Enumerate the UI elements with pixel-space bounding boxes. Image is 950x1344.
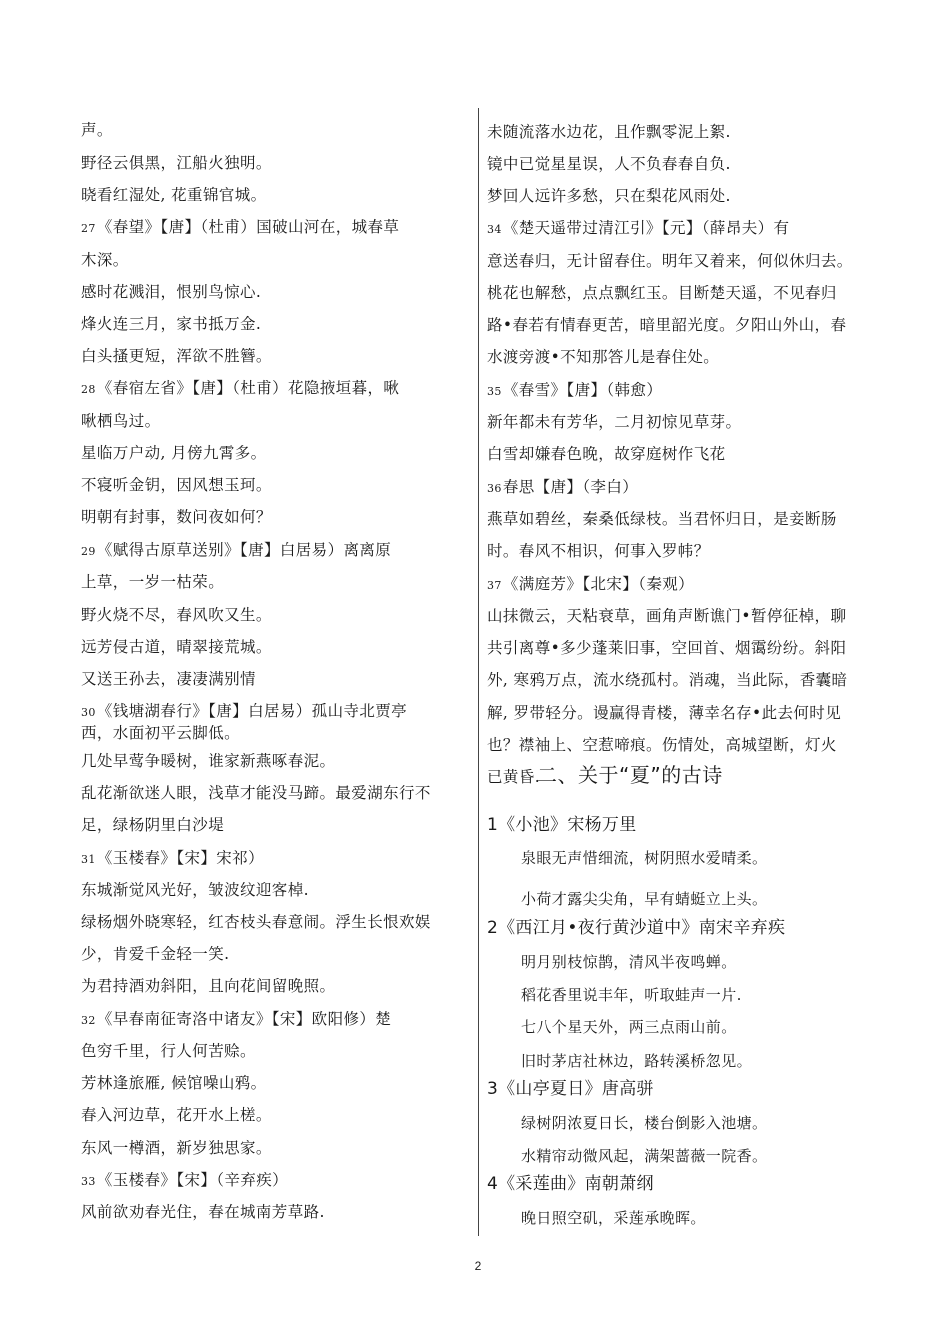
poem-heading: [81, 848, 264, 870]
poem-heading: [81, 378, 399, 400]
poem-text: 绿杨烟外晓寒轻，红杏枝头春意闹。浮生长恨欢娱: [81, 913, 431, 931]
poem-text: 野径云俱黑，江船火独明。: [81, 154, 272, 172]
poem-line: [81, 346, 272, 366]
poem-text: 《满庭芳》【北宋】（秦观）: [502, 575, 695, 593]
poem-number: 27: [81, 222, 96, 235]
poem-heading: [81, 540, 391, 562]
poem-line: [81, 572, 224, 592]
poem-text: 春入河边草，花开水上槎。: [81, 1106, 272, 1124]
poem-line: [487, 186, 731, 206]
poem-heading: [487, 380, 662, 402]
poem-line: [81, 185, 267, 205]
poem-text: 也？襟袖上、空惹啼痕。伤情处，高城望断，灯火: [487, 736, 837, 754]
poem-text: 镜中已觉星星误，人不负春春自负.: [487, 155, 731, 173]
summer-poem-line: 旧时茅店社林边，路转溪桥忽见。: [521, 1052, 753, 1070]
poem-text: 桃花也解愁，点点飘红玉。目断楚天遥，不见春归: [487, 284, 837, 302]
poem-text: 新年都未有芳华，二月初惊见草芽。: [487, 413, 742, 431]
summer-poem-line: 小荷才露尖尖角，早有蜻蜓立上头。: [521, 890, 768, 908]
poem-text: 白头搔更短，浑欲不胜簪。: [81, 347, 272, 365]
poem-line: [81, 1041, 256, 1061]
poem-line: [487, 315, 846, 335]
poem-line: [487, 251, 853, 271]
poem-heading: [487, 218, 789, 240]
poem-text: 又送王孙去，凄凄满别情: [81, 670, 256, 688]
poem-line: [81, 1138, 272, 1158]
poem-line: [81, 605, 272, 625]
poem-line: [81, 475, 272, 495]
poem-number: 29: [81, 545, 96, 558]
poem-text: 外, 寒鸦万点，流水绕孤村。消魂，当此际，香囊暗: [487, 671, 848, 689]
poem-text: 啾栖鸟过。: [81, 412, 161, 430]
poem-number: 37: [487, 579, 502, 592]
poem-text: 山抹微云，天粘衰草，画角声断谯门•暂停征棹，聊: [487, 607, 847, 625]
poem-line: [81, 282, 261, 302]
poem-text: 星临万户动, 月傍九霄多。: [81, 444, 267, 462]
poem-line: [81, 912, 431, 932]
poem-line: [81, 637, 272, 657]
poem-text: 乱花渐欲迷人眼，浅草才能没马蹄。最爱湖东行不: [81, 784, 431, 802]
poem-text: 明朝有封事，数问夜如何？: [81, 508, 272, 526]
poem-text: 感时花溅泪，恨别鸟惊心.: [81, 283, 262, 301]
poem-line: [487, 767, 540, 787]
summer-poem-heading: 2《西江月•夜行黄沙道中》南宋辛弃疾: [487, 918, 786, 938]
poem-text: 《钱塘湖春行》【唐】白居易）孤山寺北贾亭: [96, 702, 408, 720]
summer-poem-line: 七八个星天外，两三点雨山前。: [521, 1018, 737, 1036]
poem-text: 时。春风不相识，何事入罗帏？: [487, 542, 710, 560]
poem-line: [81, 1073, 267, 1093]
poem-line: [81, 120, 113, 140]
poem-number: 28: [81, 383, 96, 396]
poem-text: 晓看红湿处, 花重锦官城。: [81, 186, 267, 204]
poem-text: 不寝听金钥，因风想玉珂。: [81, 476, 272, 494]
poem-number: 33: [81, 1175, 96, 1188]
section-title: 二、关于“夏”的古诗: [537, 763, 723, 787]
poem-text: 为君持酒劝斜阳，且向花间留晚照。: [81, 977, 336, 995]
poem-text: 《春雪》【唐】（韩愈）: [502, 381, 663, 399]
poem-line: [81, 411, 161, 431]
poem-line: [81, 783, 431, 803]
poem-text: 木深。: [81, 251, 129, 269]
poem-line: [81, 507, 272, 527]
poem-line: [81, 1202, 325, 1222]
poem-text: 《早春南征寄洛中诸友》【宋】欧阳修）楚: [96, 1010, 392, 1028]
poem-number: 35: [487, 385, 502, 398]
poem-heading: [81, 1170, 288, 1192]
poem-line: [487, 509, 837, 529]
poem-number: 36: [487, 482, 502, 495]
poem-line: [487, 541, 710, 561]
poem-text: 烽火连三月，家书抵万金.: [81, 315, 262, 333]
poem-line: [81, 153, 272, 173]
poem-line: [81, 751, 335, 771]
summer-poem-line: 水精帘动微风起，满架蔷薇一院香。: [521, 1147, 768, 1165]
poem-text: 解, 罗带轻分。谩赢得青楼，薄幸名存•此去何时见: [487, 704, 842, 722]
poem-line: [487, 670, 847, 690]
poem-text: 东城渐觉风光好，皱波纹迎客棹.: [81, 881, 309, 899]
poem-number: 34: [487, 223, 502, 236]
poem-heading: [81, 701, 407, 723]
poem-line: [487, 347, 719, 367]
poem-line: [487, 703, 841, 723]
poem-heading: [81, 1009, 391, 1031]
poem-text: 东风一樽酒，新岁独思家。: [81, 1139, 272, 1157]
summer-poem-line: 泉眼无声惜细流，树阴照水爱晴柔。: [521, 849, 768, 867]
poem-line: [487, 283, 837, 303]
poem-text: 春思【唐】（李白）: [502, 478, 639, 496]
poem-text: 芳林逢旅雁, 候馆噪山鸦。: [81, 1074, 267, 1092]
poem-line: [487, 444, 726, 464]
poem-text: 《赋得古原草送别》【唐】白居易）离离原: [96, 541, 392, 559]
poem-line: [81, 1105, 272, 1125]
summer-poem-heading: 4《采莲曲》南朝萧纲: [487, 1174, 654, 1194]
poem-text: 少，肯爱千金轻一笑.: [81, 945, 230, 963]
page-number: 2: [474, 1259, 482, 1273]
poem-text: 声。: [81, 121, 113, 139]
poem-text: 风前欲劝春光住，春在城南芳草路.: [81, 1203, 325, 1221]
poem-line: [81, 669, 256, 689]
poem-line: [487, 154, 731, 174]
poem-text: 几处早莺争暖树，谁家新燕啄春泥。: [81, 752, 336, 770]
poem-line: [81, 880, 309, 900]
column-separator: [478, 108, 479, 1236]
poem-text: 西，水面初平云脚低。: [81, 724, 241, 742]
summer-poem-line: 绿树阴浓夏日长，楼台倒影入池塘。: [521, 1114, 768, 1132]
poem-number: 32: [81, 1014, 96, 1027]
poem-line: [81, 443, 267, 463]
poem-text: 梦回人远许多愁，只在梨花风雨处.: [487, 187, 731, 205]
poem-line: [81, 944, 229, 964]
poem-heading: [81, 217, 399, 239]
poem-text: 白雪却嫌春色晚，故穿庭树作飞花: [487, 445, 726, 463]
poem-line: [487, 735, 837, 755]
poem-text: 《玉楼春》【宋】（辛弃疾）: [96, 1171, 289, 1189]
poem-text: 《楚天遥带过清江引》【元】（薛昂夫）有: [502, 219, 790, 237]
poem-line: [487, 638, 846, 658]
poem-text: 《春望》【唐】（杜甫）国破山河在，城春草: [96, 218, 400, 236]
poem-text: 野火烧不尽，春风吹又生。: [81, 606, 272, 624]
poem-text: 上草，一岁一枯荣。: [81, 573, 225, 591]
poem-text: 《春宿左省》【唐】（杜甫）花隐掖垣暮，啾: [96, 379, 400, 397]
poem-heading: [487, 477, 638, 499]
poem-text: 未随流落水边花，且作飘零泥上絮.: [487, 123, 731, 141]
summer-poem-heading: 3《山亭夏日》唐高骈: [487, 1079, 654, 1099]
summer-poem-line: 明月别枝惊鹊，清风半夜鸣蝉。: [521, 953, 737, 971]
summer-poem-line: 稻花香里说丰年，听取蛙声一片.: [521, 986, 742, 1004]
poem-text: 远芳侵古道，晴翠接荒城。: [81, 638, 272, 656]
poem-line: [487, 606, 846, 626]
poem-text: 足，绿杨阴里白沙堤: [81, 816, 225, 834]
summer-poem-heading: 1《小池》宋杨万里: [487, 815, 637, 835]
poem-line: [487, 412, 741, 432]
poem-text: 燕草如碧丝，秦桑低绿枝。当君怀归日，是妾断肠: [487, 510, 837, 528]
poem-text: 色穷千里，行人何苦赊。: [81, 1042, 256, 1060]
poem-line: [81, 976, 335, 996]
poem-number: 30: [81, 706, 96, 719]
poem-line: [487, 122, 731, 142]
poem-number: 31: [81, 853, 96, 866]
poem-text: 意送春归，无计留春住。明年又着来，何似休归去。: [487, 252, 853, 270]
poem-text: 水渡旁渡•不知那答儿是春住处。: [487, 348, 720, 366]
poem-line: [81, 250, 129, 270]
poem-heading: [487, 574, 694, 596]
poem-line: [81, 314, 261, 334]
poem-text: 共引离尊•多少蓬莱旧事，空回首、烟霭纷纷。斜阳: [487, 639, 847, 657]
summer-poem-line: 晚日照空矶，采莲承晚晖。: [521, 1209, 706, 1227]
poem-line: [81, 723, 240, 743]
poem-text: 《玉楼春》【宋】宋祁）: [96, 849, 264, 867]
poem-text: 路•春若有情春更苦，暗里韶光度。夕阳山外山，春: [487, 316, 847, 334]
poem-line: [81, 815, 224, 835]
poem-text: 已黄昏.: [487, 768, 541, 786]
